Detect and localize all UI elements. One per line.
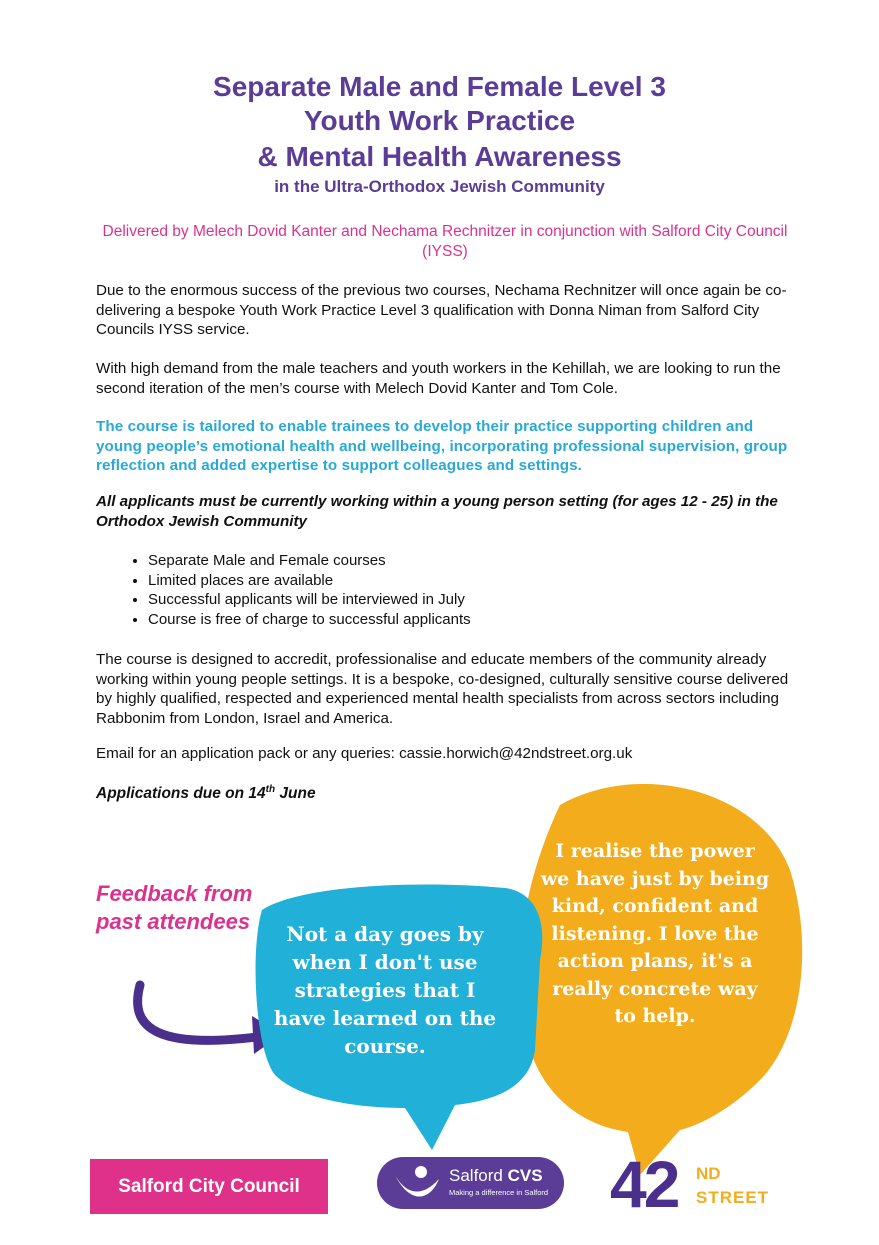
mens-course-paragraph: With high demand from the male teachers and youth workers in the Kehillah, we are looking to run the second iteration of the men’s course with Melech Dovid Kanter and Tom Cole. [96,360,781,397]
title-line-1: Separate Male and Female Level 3 [213,71,666,102]
title-line-2: Youth Work Practice [303,105,576,136]
logo-street: STREET [696,1188,770,1207]
logo-number: 42 [610,1147,678,1221]
feedback-heading: Feedback from past attendees [96,881,253,934]
eligibility-note: All applicants must be currently working within a young person setting (for ages 12 - 25) in the Orthodox Jewish Community [96,493,778,530]
cvs-name: Salford CVS [449,1166,543,1185]
list-item: • Course is free of charge to successful applicants [148,610,471,630]
delivered-by: Delivered by Melech Dovid Kanter and Nechama Rechnitzer in conjunction with Salford City Council (IYSS) [102,223,788,260]
course-description: The course is tailored to enable trainees to develop their practice supporting children and young people’s emotional health and wellbeing, incorporating professional supervision, group reflection and added expertise to support colleagues and settings. [96,418,788,474]
intro-paragraph: Due to the enormous success of the previous two courses, Nechama Rechnitzer will once again be co-delivering a bespoke Youth Work Practice Level 3 qualification with Donna Niman from Salford City Councils IYSS service. [96,282,787,338]
email-line: Email for an application pack or any queries: cassie.horwich@42ndstreet.org.uk [96,745,633,762]
salford-cvs-logo [377,1157,564,1209]
curved-arrow-icon [138,985,265,1040]
42nd-street-logo [610,1147,780,1221]
title-line-3: & Mental Health Awareness [257,141,622,172]
accreditation-paragraph: The course is designed to accredit, professionalise and educate members of the community already working within young people settings. It is a bespoke, co-designed, culturally sensitive course delivered by highly qualified, respected and experienced mental health specialists from across sectors including Rabbonim from London, Israel and America. [96,651,789,727]
testimonial-quote-1: Not a day goes by when I don't use strategies that I have learned on the course. [273,922,497,1058]
salford-city-council-logo: Salford City Council [90,1159,328,1214]
list-item: • Separate Male and Female courses [148,551,471,571]
subtitle: in the Ultra-Orthodox Jewish Community [274,177,605,196]
list-item: • Successful applicants will be interviewed in July [148,590,471,610]
applications-deadline: Applications due on 14th June [96,784,316,803]
list-item: • Limited places are available [148,571,471,591]
testimonial-quote-2: I realise the power we have just by being kind, confident and listening. I love the action plans, it's a really concrete way to help. [540,840,770,1027]
logo-nd: ND [696,1164,721,1183]
person-figure-icon [391,1163,443,1203]
cvs-tagline: Making a difference in Salford [449,1188,549,1197]
